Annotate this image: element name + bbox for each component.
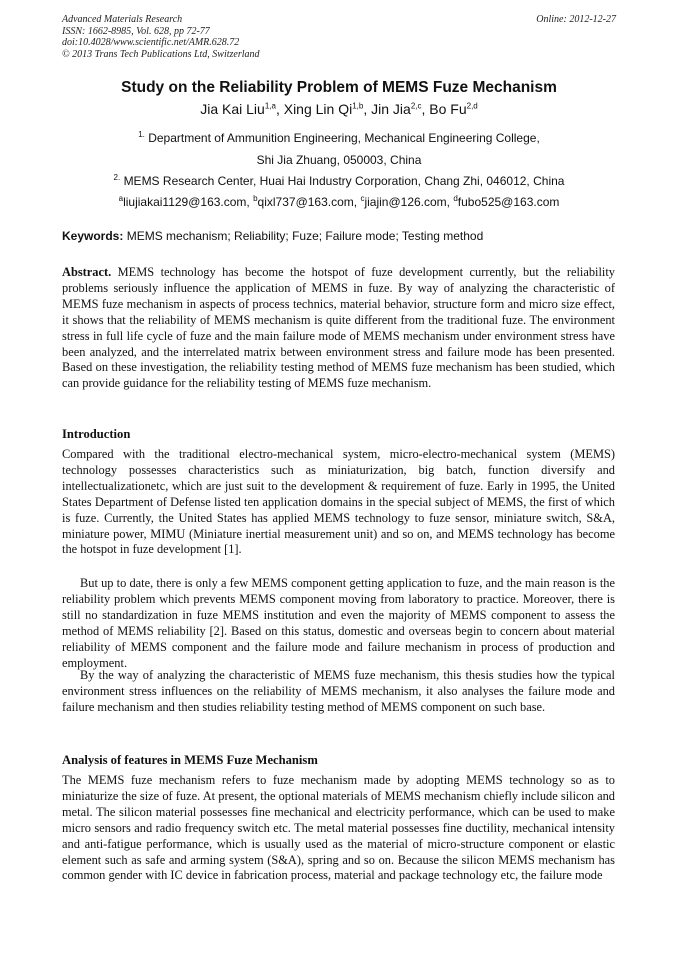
email-superscript: a bbox=[118, 194, 124, 203]
keywords-label: Keywords: bbox=[62, 229, 124, 243]
copyright-line: © 2013 Trans Tech Publications Ltd, Switzerland bbox=[62, 48, 260, 60]
author-name: Bo Fu bbox=[429, 101, 467, 117]
author-name: Jia Kai Liu bbox=[200, 101, 265, 117]
analysis-heading: Analysis of features in MEMS Fuze Mechanism bbox=[62, 753, 318, 767]
introduction-paragraph-2: But up to date, there is only a few MEMS component getting application to fuze, and the main reason is the reliability problem which prevents MEMS component moving from laboratory to practice. Moreover, there is still no standardization in fuze MEMS institution and even the majority of MEMS component to assess the method of MEMS reliability [2]. Based on this status, domestic and overseas begin to concern about material reliability of MEMS component and the failure mode and failure mechanism in process of production and employment. bbox=[62, 576, 615, 670]
doi-line: doi:10.4028/www.scientific.net/AMR.628.72 bbox=[62, 37, 240, 48]
affiliation-text: Department of Ammunition Engineering, Mechanical Engineering College, bbox=[148, 131, 540, 145]
abstract-label: Abstract. bbox=[62, 265, 112, 279]
author-name: Xing Lin Qi bbox=[283, 101, 353, 117]
analysis-paragraph-1: The MEMS fuze mechanism refers to fuze mechanism made by adopting MEMS technology so as to miniaturize the size of fuze. At present, the optional materials of MEMS mechanism chiefly include silicon and metal. The silicon material possesses fine mechanical and electricity performance, which can be used to make micro sensors and radio frequency switch etc. The metal material possesses fine ductility, mechanical intensity and anti-fatigue performance, which is usually used as the material of micro-structure component or elastic element such as safe and arming system (S&A), spring and so on. Because the silicon MEMS mechanism has common gender with IC device in fabrication process, material and package technology etc, the failure mode bbox=[62, 773, 615, 883]
abstract bbox=[62, 265, 615, 392]
author-list: Jia Kai Liu$^{1,a}$, Xing Lin Qi$^{1,b}$, Jin Jia$^{2,c}$, Bo Fu$^{2,d}$ bbox=[200, 101, 478, 117]
introduction-paragraph-1: Compared with the traditional electro-mechanical system, micro-electro-mechanical system (MEMS) technology possesses characteristics such as miniaturization, big batch, function diversify and intellectualizationetc, which are just suit to the development & requirement of fuze. Early in 1995, the United States Department of Defense listed ten application domains in the special subject of MEMS, the first of which is fuze. Currently, the United States has applied MEMS technology to fuze sensor, miniature switch, S&A, miniature power, MIMU (Miniature inertial measurement unit) and so on, and MEMS technology has become the hotspot in fuze development [1]. bbox=[62, 447, 615, 557]
affiliation-2 bbox=[0, 174, 678, 188]
author-superscript: 1,b bbox=[352, 101, 364, 111]
affiliation-1 bbox=[0, 131, 678, 145]
paper-title: Study on the Reliability Problem of MEMS Fuze Mechanism bbox=[121, 79, 557, 96]
abstract-text: MEMS technology has become the hotspot of fuze development currently, but the reliability problems seriously influence the application of MEMS in fuze. By way of analyzing the characteristic of MEMS fuze mechanism in aspects of process technics, material behavior, structure form and micro size effect, it shows that the reliability of MEMS mechanism is quite different from the traditional fuze. The environment stress in full life cycle of fuze and the main failure mode of MEMS mechanism under environment stress have been analyzed, and the interrelated matrix between environment stress and failure mode has been presented. Based on these investigation, the reliability testing method of MEMS fuze mechanism has been studied, which can provide guidance for the reliability testing of MEMS fuze mechanism. bbox=[62, 265, 615, 391]
author-emails bbox=[0, 195, 678, 209]
author-superscript: 2,d bbox=[466, 101, 478, 111]
issn-line: ISSN: 1662-8985, Vol. 628, pp 72-77 bbox=[62, 25, 210, 37]
journal-name: Advanced Materials Research bbox=[62, 14, 183, 25]
introduction-heading: Introduction bbox=[62, 427, 131, 441]
email-superscript: d bbox=[453, 194, 458, 203]
email-address: qixl737@163.com, bbox=[257, 195, 361, 209]
email-address: fubo525@163.com bbox=[457, 195, 560, 209]
journal-header bbox=[62, 14, 616, 60]
email-superscript: b bbox=[253, 194, 258, 203]
email-address: liujiakai1129@163.com, bbox=[123, 195, 254, 209]
affiliation-text: MEMS Research Center, Huai Hai Industry Corporation, Chang Zhi, 046012, China bbox=[123, 174, 565, 188]
affiliation-1-address: Shi Jia Zhuang, 050003, China bbox=[256, 153, 422, 167]
affiliation-number: 2. bbox=[113, 173, 121, 182]
keywords bbox=[62, 229, 622, 243]
online-date: Online: 2012-12-27 bbox=[536, 14, 616, 25]
keywords-text: MEMS mechanism; Reliability; Fuze; Failure mode; Testing method bbox=[123, 229, 484, 243]
affiliation-number: 1. bbox=[138, 130, 145, 139]
email-address: jiajin@126.com, bbox=[364, 195, 454, 209]
email-superscript: c bbox=[360, 194, 365, 203]
author-superscript: 1,a bbox=[264, 101, 276, 111]
author-superscript: 2,c bbox=[410, 101, 422, 111]
introduction-paragraph-3: By the way of analyzing the characteristic of MEMS fuze mechanism, this thesis studies how the typical environment stress influences on the reliability of MEMS mechanism, it also analyses the failure mode and failure mechanism and then studies reliability testing method of MEMS component on such base. bbox=[62, 668, 615, 714]
author-name: Jin Jia bbox=[371, 101, 411, 117]
